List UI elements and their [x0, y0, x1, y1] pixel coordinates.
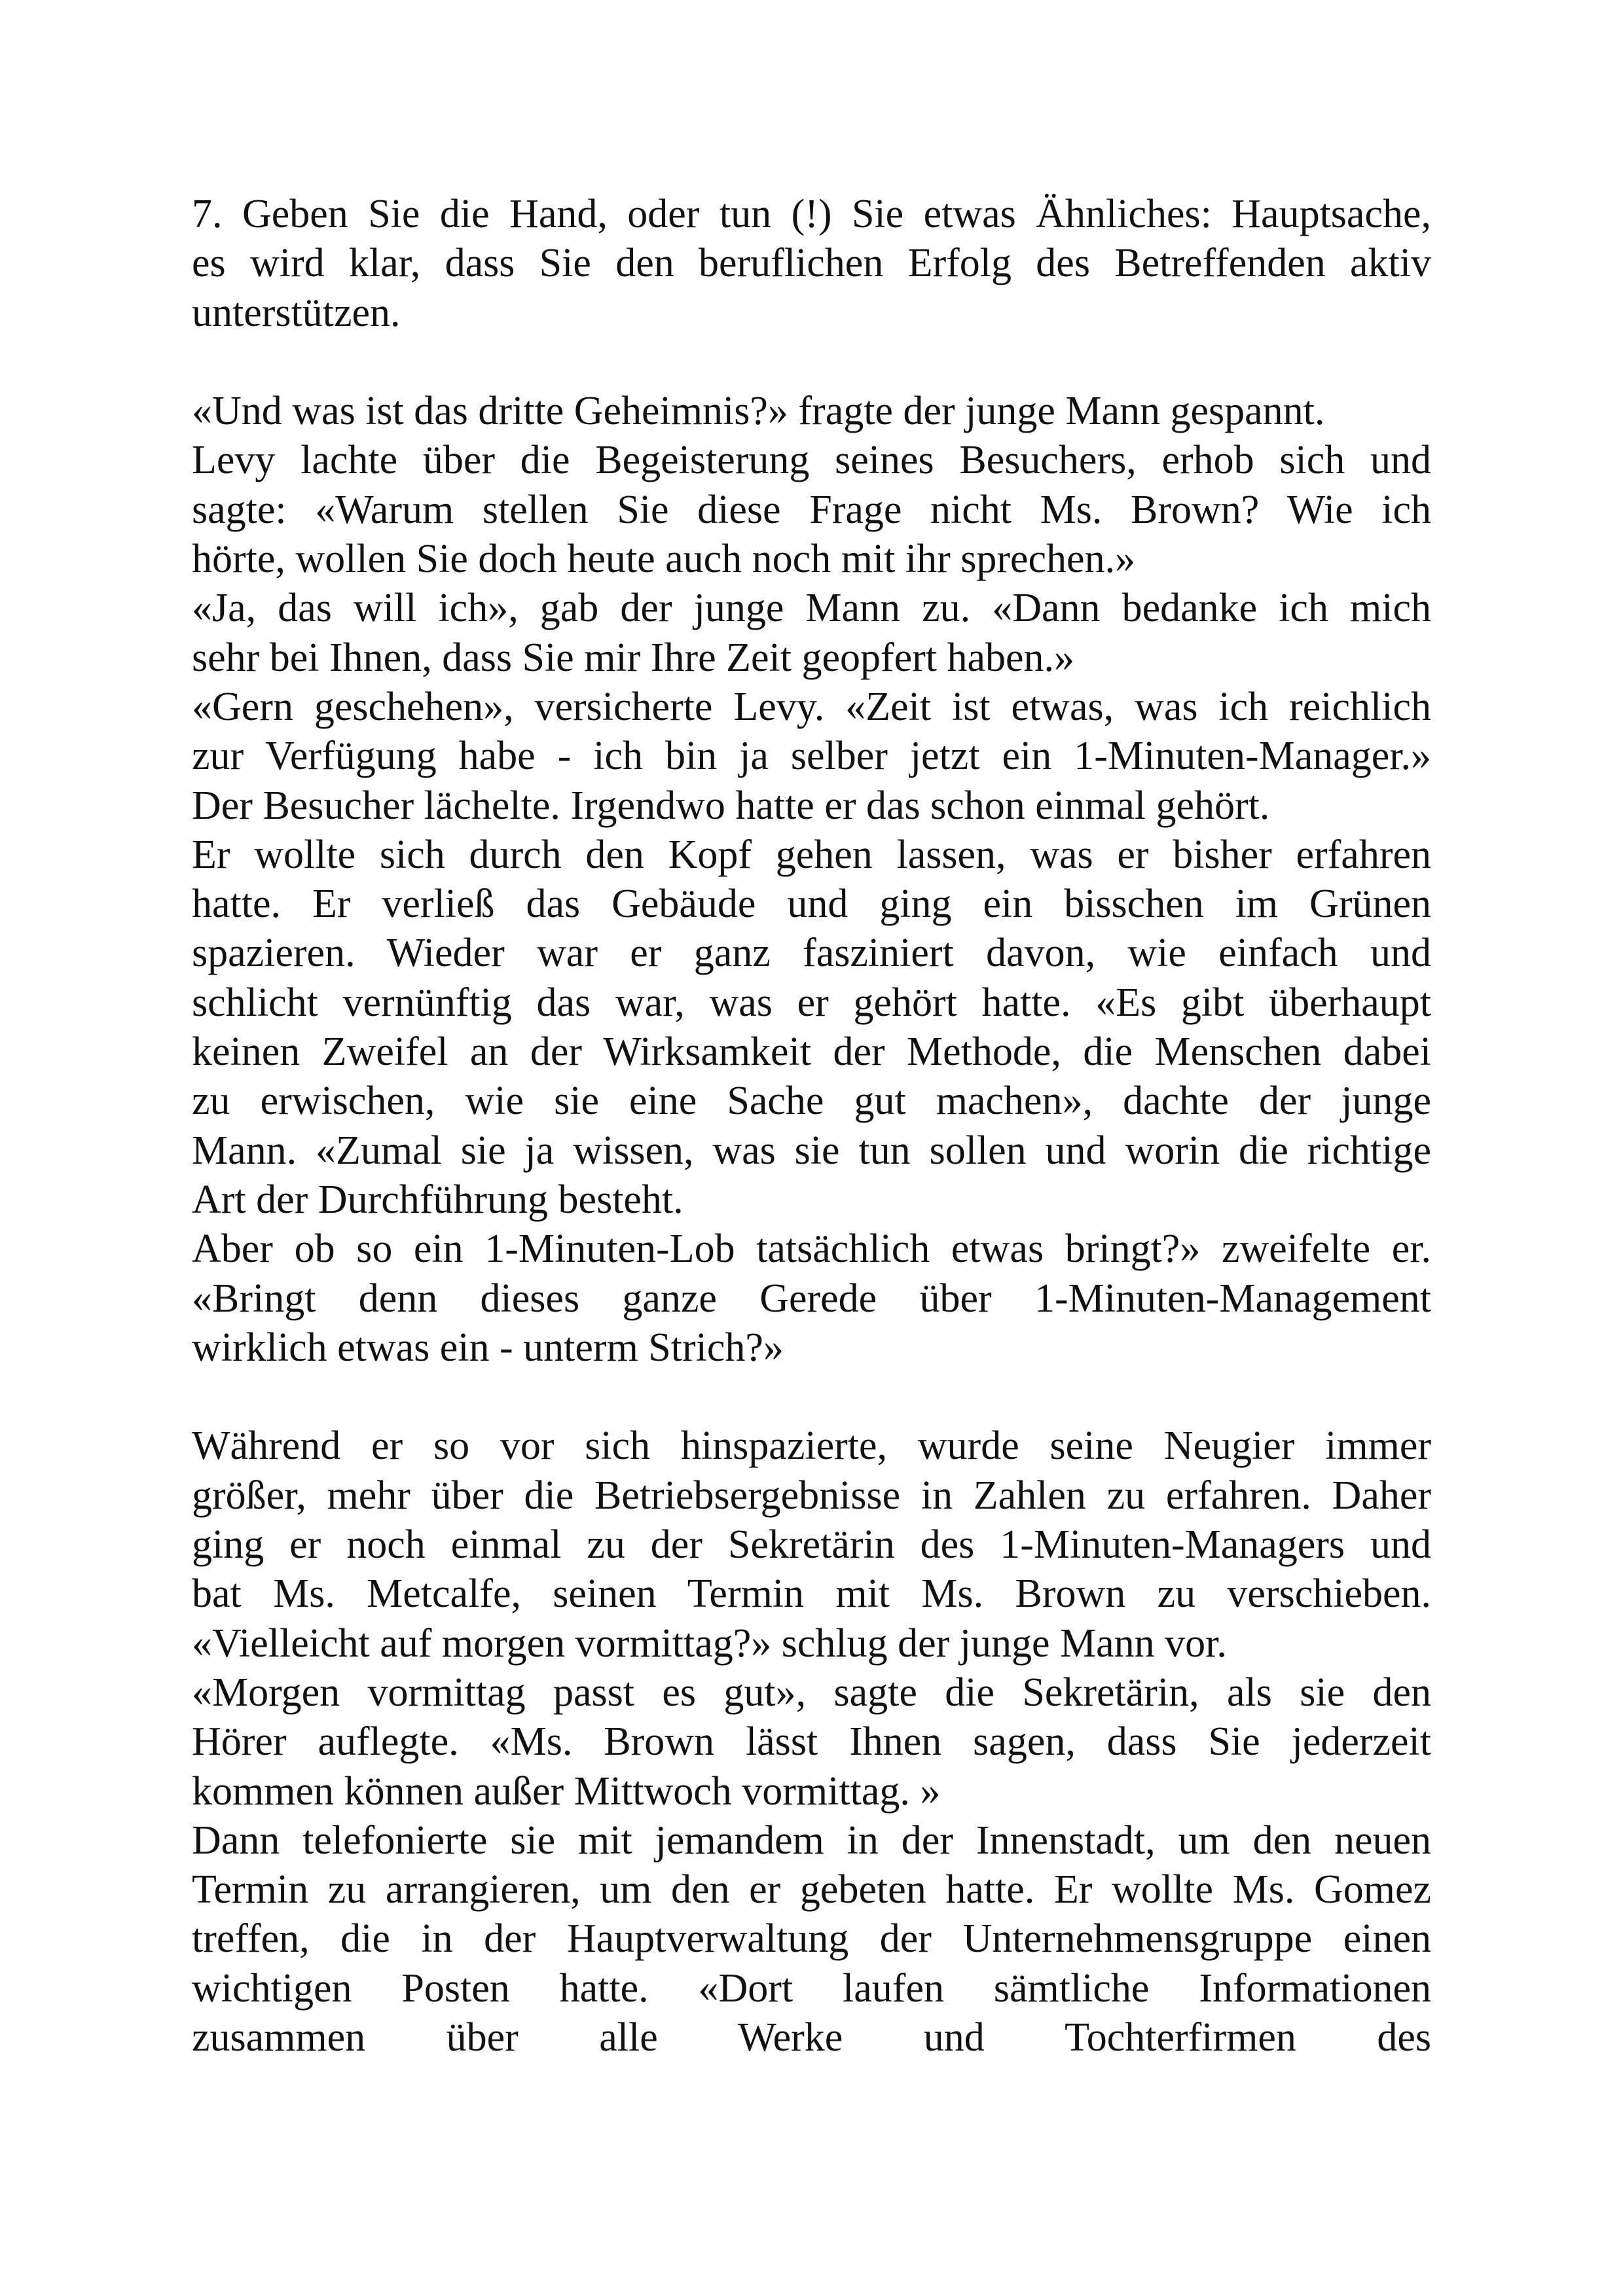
- text-line: es wird klar, dass Sie den beruflichen Erfolg des Betreffenden aktiv: [192, 241, 1431, 286]
- text-line: Mann. «Zumal sie ja wissen, was sie tun sollen und worin die richtige: [192, 1128, 1431, 1173]
- text-line: wirklich etwas ein - unterm Strich?»: [192, 1325, 784, 1370]
- text-line: sehr bei Ihnen, dass Sie mir Ihre Zeit geopfert haben.»: [192, 635, 1075, 680]
- paragraph: [192, 190, 1431, 338]
- text-line: hatte. Er verließ das Gebäude und ging ein bisschen im Grünen: [192, 882, 1431, 927]
- text-line: «Ja, das will ich», gab der junge Mann zu. «Dann bedanke ich mich: [192, 586, 1431, 631]
- text-line: kommen können außer Mittwoch vormittag. »: [192, 1768, 941, 1814]
- text-line: hörte, wollen Sie doch heute auch noch mit ihr sprechen.»: [192, 537, 1136, 582]
- text-line: «Und was ist das dritte Geheimnis?» fragte der junge Mann gespannt.: [192, 389, 1325, 434]
- text-line: spazieren. Wieder war er ganz fasziniert davon, wie einfach und: [192, 931, 1431, 976]
- text-line: Termin zu arrangieren, um den er gebeten hatte. Er wollte Ms. Gomez: [192, 1867, 1431, 1912]
- text-line: Hörer auflegte. «Ms. Brown lässt Ihnen sagen, dass Sie jederzeit: [192, 1719, 1431, 1765]
- text-line: unterstützen.: [192, 290, 401, 335]
- text-line: Dann telefonierte sie mit jemandem in der Innenstadt, um den neuen: [192, 1818, 1431, 1863]
- text-line: Aber ob so ein 1-Minuten-Lob tatsächlich etwas bringt?» zweifelte er.: [192, 1227, 1431, 1272]
- paragraph-gap: [192, 338, 1431, 387]
- paragraph: [192, 1422, 1431, 2062]
- text-line: treffen, die in der Hauptverwaltung der Unternehmensgruppe einen: [192, 1916, 1431, 1962]
- text-line: Levy lachte über die Begeisterung seines Besuchers, erhob sich und: [192, 438, 1431, 483]
- body-text: [192, 190, 1431, 2062]
- text-line: Art der Durchführung besteht.: [192, 1177, 684, 1222]
- text-line: keinen Zweifel an der Wirksamkeit der Methode, die Menschen dabei: [192, 1030, 1431, 1075]
- text-line: größer, mehr über die Betriebsergebnisse in Zahlen zu erfahren. Daher: [192, 1473, 1431, 1518]
- text-line: bat Ms. Metcalfe, seinen Termin mit Ms. Brown zu verschieben.: [192, 1571, 1431, 1617]
- text-line: «Bringt denn dieses ganze Gerede über 1-Minuten-Management: [192, 1276, 1431, 1321]
- text-line: «Gern geschehen», versicherte Levy. «Zeit ist etwas, was ich reichlich: [192, 684, 1431, 729]
- text-line: wichtigen Posten hatte. «Dort laufen sämtliche Informationen: [192, 1965, 1431, 2011]
- text-line: Während er so vor sich hinspazierte, wurde seine Neugier immer: [192, 1424, 1431, 1469]
- text-line: ging er noch einmal zu der Sekretärin des 1-Minuten-Managers und: [192, 1522, 1431, 1568]
- text-line: «Morgen vormittag passt es gut», sagte die Sekretärin, als sie den: [192, 1670, 1431, 1715]
- text-line: 7. Geben Sie die Hand, oder tun (!) Sie etwas Ähnliches: Hauptsache,: [192, 192, 1431, 236]
- paragraph: [192, 387, 1431, 1372]
- text-line: sagte: «Warum stellen Sie diese Frage nicht Ms. Brown? Wie ich: [192, 487, 1431, 532]
- text-line: «Vielleicht auf morgen vormittag?» schlug der junge Mann vor.: [192, 1621, 1227, 1666]
- text-line: Der Besucher lächelte. Irgendwo hatte er das schon einmal gehört.: [192, 783, 1270, 828]
- text-line: zur Verfügung habe - ich bin ja selber jetzt ein 1-Minuten-Manager.»: [192, 734, 1431, 779]
- text-line: schlicht vernünftig das war, was er gehört hatte. «Es gibt überhaupt: [192, 980, 1431, 1025]
- text-line: zu erwischen, wie sie eine Sache gut machen», dachte der junge: [192, 1079, 1431, 1124]
- paragraph-gap: [192, 1372, 1431, 1422]
- text-line: zusammen über alle Werke und Tochterfirmen des: [192, 2015, 1431, 2060]
- text-line: Er wollte sich durch den Kopf gehen lassen, was er bisher erfahren: [192, 832, 1431, 877]
